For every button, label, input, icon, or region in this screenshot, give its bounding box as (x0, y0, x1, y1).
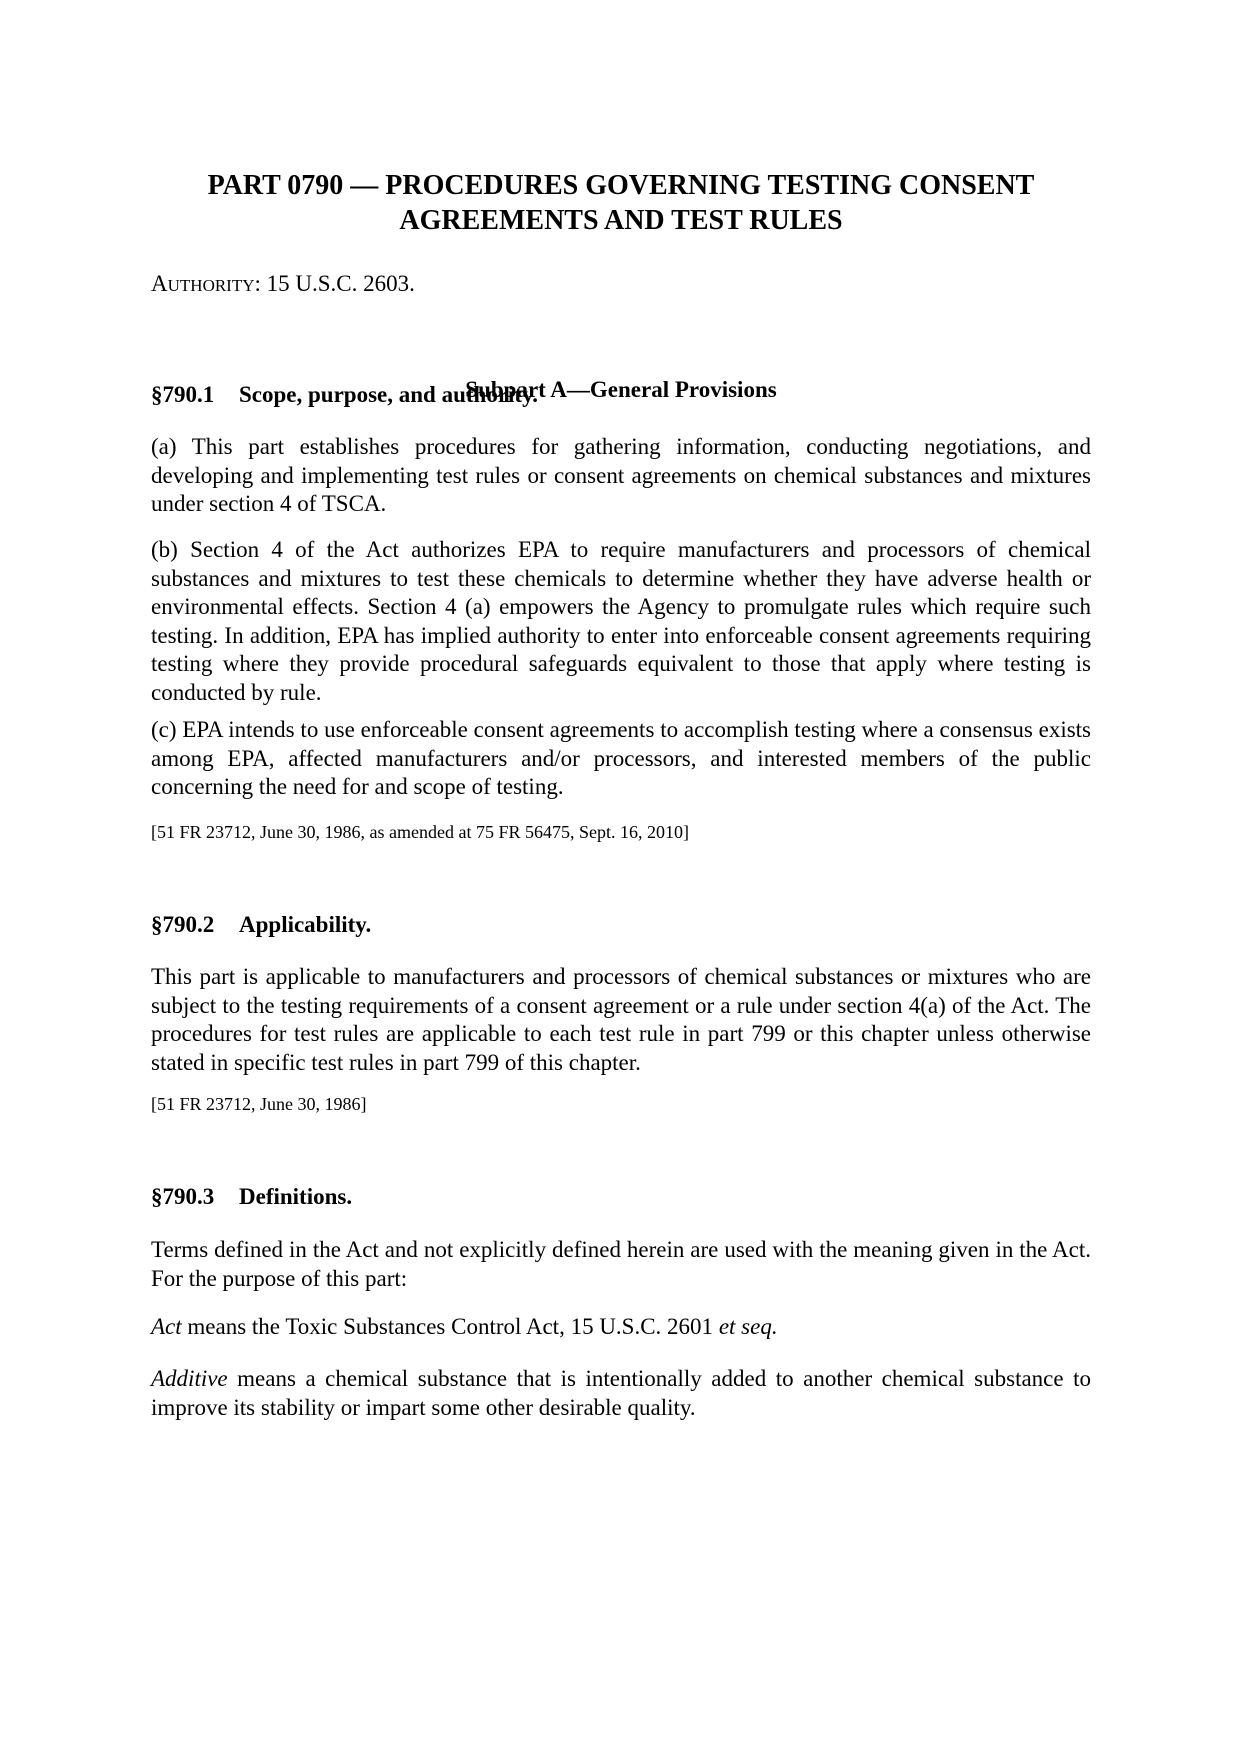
section-number: §790.2 (151, 912, 215, 937)
part-title-line2: AGREEMENTS AND TEST RULES (399, 205, 843, 236)
section-heading-790-3 (151, 1183, 352, 1211)
paragraph-790-1-a: (a) This part establishes procedures for gathering information, conducting negotiations, and developing and implementing test rules or consent agreements on chemical substances and mixtures under section 4 of TSCA. (151, 434, 1091, 516)
section-number: §790.3 (151, 1184, 215, 1209)
definition-act: Act means the Toxic Substances Control Act, 15 U.S.C. 2601 et seq. (151, 1314, 778, 1339)
paragraph-790-1-b: (b) Section 4 of the Act authorizes EPA to require manufacturers and processors of chemical substances and mixtures to test these chemicals to determine whether they have adverse health or environmental effects. Section 4 (a) empowers the Agency to promulgate rules which require such testing. In addition, EPA has implied authority to enter into enforceable consent agreements requiring testing where they provide procedural safeguards equivalent to those that apply where testing is conducted by rule. (151, 537, 1091, 705)
section-heading-790-1 (151, 381, 538, 409)
authority-text: : 15 U.S.C. 2603. (254, 271, 415, 296)
definition-term: Act (151, 1314, 182, 1339)
section-title: Definitions. (239, 1184, 353, 1209)
paragraph-790-3-intro: Terms defined in the Act and not explicitly defined herein are used with the meaning given in the Act. For the purpose of this part: (151, 1237, 1091, 1291)
definition-additive: Additive means a chemical substance that is intentionally added to another chemical substance to improve its stability or impart some other desirable quality. (151, 1366, 1091, 1420)
authority-line (151, 270, 415, 300)
authority-label: AUTHORITY (151, 271, 255, 296)
section-number: §790.1 (151, 382, 215, 407)
part-title-line1: PART 0790 ― PROCEDURES GOVERNING TESTING CONSENT (207, 170, 1035, 201)
definition-term: Additive (151, 1366, 228, 1391)
citation-790-1: [51 FR 23712, June 30, 1986, as amended at 75 FR 56475, Sept. 16, 2010] (151, 822, 689, 842)
citation-790-2: [51 FR 23712, June 30, 1986] (151, 1094, 367, 1114)
subpart-heading: Subpart A―General Provisions (465, 377, 777, 402)
section-title: Scope, purpose, and authority. (239, 382, 539, 407)
section-heading-790-2 (151, 911, 371, 939)
section-title: Applicability. (239, 912, 372, 937)
part-title (151, 168, 1091, 238)
paragraph-790-2: This part is applicable to manufacturers and processors of chemical substances or mixtures who are subject to the testing requirements of a consent agreement or a rule under section 4(a) of the Act. The procedures for test rules are applicable to each test rule in part 799 or this chapter unless otherwise stated in specific test rules in part 799 of this chapter. (151, 964, 1091, 1075)
paragraph-790-1-c: (c) EPA intends to use enforceable consent agreements to accomplish testing where a consensus exists among EPA, affected manufacturers and/or processors, and interested members of the public concerning the need for and scope of testing. (151, 717, 1091, 799)
